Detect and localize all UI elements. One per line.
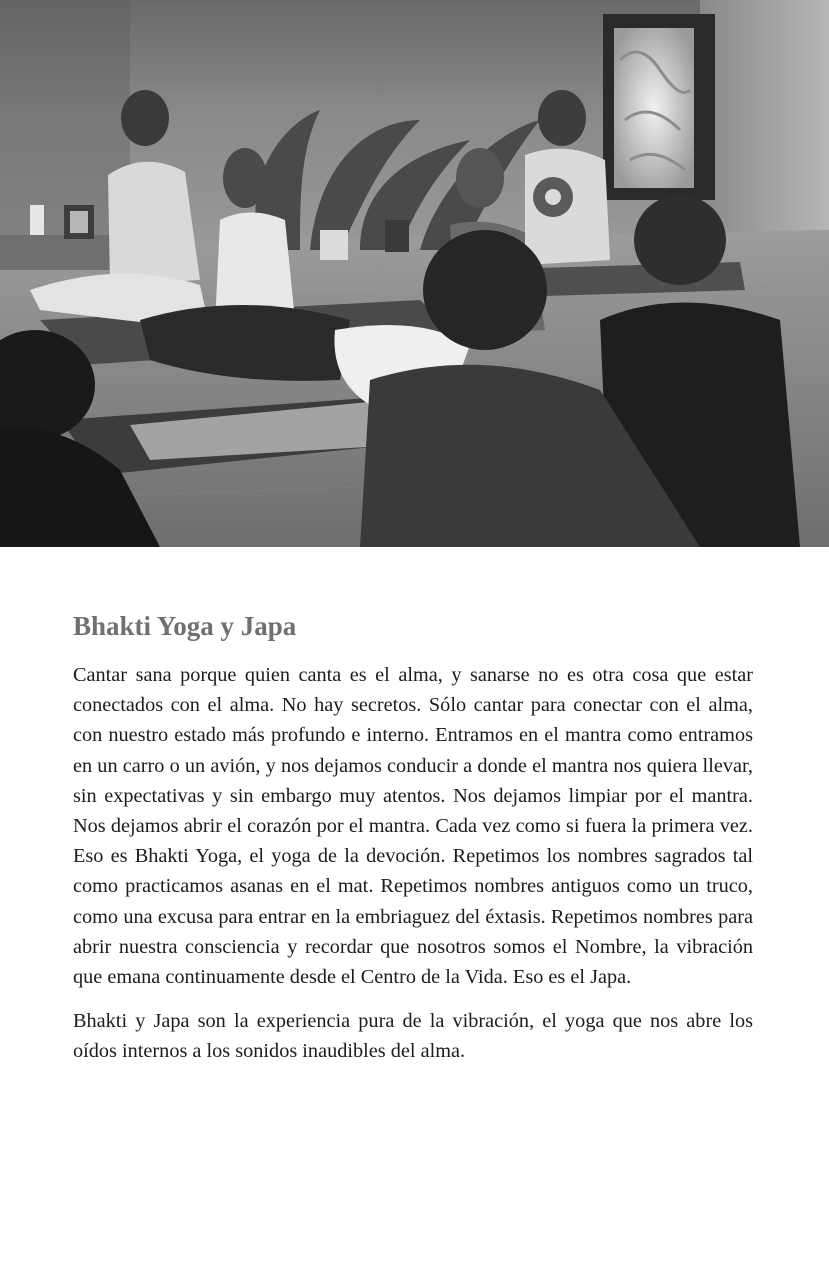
article	[73, 608, 753, 1081]
section-heading: Bhakti Yoga y Japa	[73, 611, 297, 641]
body-paragraph: Cantar sana porque quien canta es el alma, y sanarse no es otra cosa que estar conectados con el alma. No hay secretos. Sólo cantar para conectar con el alma, con nuestro estado más profundo e interno. Entramos en el mantra como entramos en un carro o un avión, y nos dejamos conducir a donde el mantra nos quiera llevar, sin expectativas y sin embargo muy atentos. Nos dejamos limpiar por el mantra. Nos dejamos abrir el corazón por el mantra. Cada vez como si fuera la primera vez. Eso es Bhakti Yoga, el yoga de la devoción. Repetimos los nombres sagrados tal como practicamos asanas en el mat. Repetimos nombres antiguos como un truco, como una excusa para entrar en la embriaguez del éxtasis. Repetimos nombres para abrir nuestra consciencia y recordar que nosotros somos el Nombre, la vibración que emana continuamente desde el Centro de la Vida. Eso es el Japa.	[73, 664, 753, 989]
yoga-class-photo	[0, 0, 829, 547]
body-paragraph: Bhakti y Japa son la experiencia pura de la vibración, el yoga que nos abre los oídos internos a los sonidos inaudibles del alma.	[73, 1010, 753, 1063]
